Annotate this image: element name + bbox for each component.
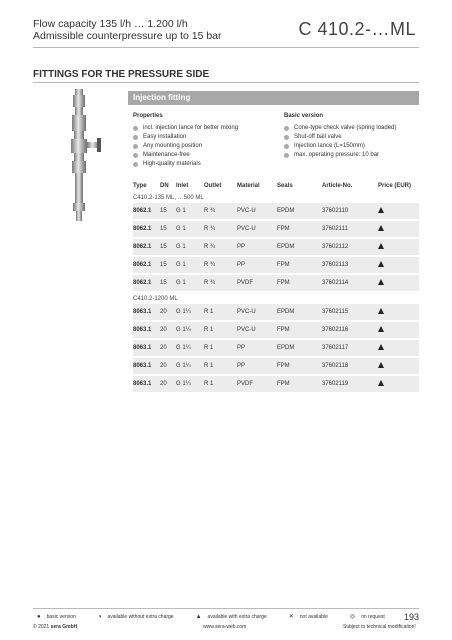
model-title: C 410.2-…ML: [298, 19, 416, 39]
footer-copyright: © 2021 sera GmbH: [33, 624, 78, 630]
cell-price: [378, 256, 419, 274]
cell-dn: 15: [160, 274, 176, 292]
table-row: [133, 304, 419, 321]
cell-dn: 15: [160, 256, 176, 274]
table-group-row: [133, 192, 419, 203]
group-label: C410.2-1200 ML: [133, 295, 178, 302]
legend-item: [37, 613, 76, 620]
cell-price: [378, 357, 419, 375]
triangle-icon: [378, 344, 384, 350]
properties-heading: Properties: [133, 113, 163, 119]
cell-type: 8063.1: [133, 321, 160, 339]
triangle-icon: [378, 225, 384, 231]
triangle-icon: [378, 308, 384, 314]
cell-outlet: R 1: [204, 321, 237, 339]
cell-type: 8062.1: [133, 274, 160, 292]
cell-inlet: G 1: [176, 203, 204, 220]
cell-price: [378, 203, 419, 220]
cell-outlet: R ¾: [204, 220, 237, 238]
cell-type: 8062.1: [133, 256, 160, 274]
legend-item: [350, 613, 385, 620]
header-line-2: Admissible counterpressure up to 15 bar: [33, 30, 222, 42]
cell-dn: 20: [160, 339, 176, 357]
col-dn: DN: [160, 182, 169, 189]
legend-label: available with extra charge: [207, 613, 267, 620]
cell-material: PP: [237, 339, 277, 357]
cell-price: [378, 321, 419, 339]
cell-type: 8062.1: [133, 238, 160, 256]
cell-price: [378, 238, 419, 256]
cell-outlet: R 1: [204, 375, 237, 393]
cell-seals: EPDM: [277, 304, 322, 321]
cell-type: 8063.1: [133, 339, 160, 357]
cell-seals: EPDM: [277, 203, 322, 220]
cell-inlet: G 1: [176, 238, 204, 256]
cell-material: PP: [237, 238, 277, 256]
basic-version-item: max. operating pressure: 10 bar: [284, 151, 396, 160]
cell-inlet: G 1¼: [176, 304, 204, 321]
triangle-icon: ▲: [195, 613, 202, 620]
table-header-row: [133, 179, 419, 192]
page-number: 193: [403, 612, 419, 622]
basic-version-item: Cone-type check valve (spring loaded): [284, 124, 396, 133]
cell-price: [378, 220, 419, 238]
col-material: Material: [237, 182, 260, 189]
cell-article-no: 37602116: [322, 321, 378, 339]
property-item: incl. injection lance for better mixing: [133, 124, 238, 133]
cell-inlet: G 1: [176, 256, 204, 274]
product-banner: Injection fitting: [128, 91, 419, 105]
cross-icon: ✕: [288, 614, 294, 620]
triangle-icon: [378, 207, 384, 213]
cell-inlet: G 1¼: [176, 357, 204, 375]
cell-type: 8063.1: [133, 375, 160, 393]
col-inlet: Inlet: [176, 182, 189, 189]
table-body: [133, 192, 419, 393]
table-row: [133, 357, 419, 375]
legend-item: [98, 613, 174, 620]
property-item: Any mounting position: [133, 142, 238, 151]
table-row: [133, 375, 419, 393]
cell-material: PVC-U: [237, 203, 277, 220]
header-subtitle: [33, 18, 222, 42]
cell-material: PVC-U: [237, 304, 277, 321]
bullet-icon: [133, 144, 138, 149]
cell-price: [378, 375, 419, 393]
col-outlet: Outlet: [204, 182, 222, 189]
cell-dn: 20: [160, 304, 176, 321]
cell-material: PVC-U: [237, 220, 277, 238]
table-row: [133, 256, 419, 274]
cell-seals: FPM: [277, 256, 322, 274]
section-divider: [33, 82, 419, 83]
legend-label: on request: [361, 613, 385, 620]
basic-version-item: Shut-off ball valve: [284, 133, 396, 142]
legend-label: not available: [299, 613, 328, 620]
triangle-icon: [378, 279, 384, 285]
table-row: [133, 321, 419, 339]
properties-section: [133, 113, 238, 169]
triangle-icon: [378, 362, 384, 368]
cell-seals: FPM: [277, 357, 322, 375]
legend-item: [196, 613, 267, 620]
cell-type: 8063.1: [133, 304, 160, 321]
half-circle-icon: ◑: [97, 613, 102, 620]
cell-article-no: 37602112: [322, 238, 378, 256]
table-row: [133, 274, 419, 292]
cell-article-no: 37602114: [322, 274, 378, 292]
cell-article-no: 37602118: [322, 357, 378, 375]
cell-inlet: G 1¼: [176, 375, 204, 393]
cell-outlet: R 1: [204, 357, 237, 375]
triangle-icon: [378, 261, 384, 267]
cell-inlet: G 1: [176, 220, 204, 238]
legend-item: [289, 613, 328, 620]
table-group-row: [133, 292, 419, 304]
cell-material: PP: [237, 256, 277, 274]
bullet-icon: [284, 144, 289, 149]
triangle-icon: [378, 243, 384, 249]
filled-circle-icon: ●: [37, 613, 41, 620]
basic-version-heading: Basic version: [284, 113, 324, 119]
cell-material: PP: [237, 357, 277, 375]
col-seals: Seals: [277, 182, 293, 189]
cell-outlet: R 1: [204, 304, 237, 321]
cell-material: PVDF: [237, 274, 277, 292]
cell-type: 8062.1: [133, 203, 160, 220]
cell-price: [378, 274, 419, 292]
cell-seals: FPM: [277, 375, 322, 393]
cell-seals: FPM: [277, 321, 322, 339]
header-divider: [33, 47, 419, 48]
cell-dn: 15: [160, 203, 176, 220]
col-article-no: Article-No.: [322, 182, 353, 189]
cell-dn: 20: [160, 321, 176, 339]
cell-inlet: G 1¼: [176, 339, 204, 357]
on-request-icon: ◎: [349, 614, 356, 620]
bullet-icon: [133, 126, 138, 131]
bullet-icon: [284, 126, 289, 131]
legend-label: available without extra charge: [107, 613, 174, 620]
property-item: High-quality materials: [133, 160, 238, 169]
section-title: FITTINGS FOR THE PRESSURE SIDE: [33, 69, 210, 80]
footer-divider: [33, 608, 419, 609]
cell-type: 8063.1: [133, 357, 160, 375]
cell-dn: 20: [160, 375, 176, 393]
cell-outlet: R 1: [204, 339, 237, 357]
col-type: Type: [133, 182, 147, 189]
cell-material: PVC-U: [237, 321, 277, 339]
footer-note: Subject to technical modification!: [343, 624, 416, 630]
cell-seals: FPM: [277, 220, 322, 238]
triangle-icon: [378, 326, 384, 332]
group-label: C410.2-135 ML, …500 ML: [133, 194, 204, 201]
basic-version-item: Injection lance (L=150mm): [284, 142, 396, 151]
table-row: [133, 339, 419, 357]
cell-inlet: G 1: [176, 274, 204, 292]
cell-article-no: 37602111: [322, 220, 378, 238]
footer-website[interactable]: www.sera-web.com: [203, 624, 247, 630]
cell-outlet: R ¾: [204, 203, 237, 220]
cell-article-no: 37602117: [322, 339, 378, 357]
bullet-icon: [133, 153, 138, 158]
cell-inlet: G 1¼: [176, 321, 204, 339]
injection-fitting-photo: [58, 85, 114, 225]
bullet-icon: [284, 135, 289, 140]
cell-dn: 15: [160, 220, 176, 238]
cell-price: [378, 304, 419, 321]
property-item: Easy installation: [133, 133, 238, 142]
bullet-icon: [133, 135, 138, 140]
cell-seals: EPDM: [277, 238, 322, 256]
cell-outlet: R ¾: [204, 238, 237, 256]
bullet-icon: [133, 162, 138, 167]
cell-article-no: 37602115: [322, 304, 378, 321]
table-row: [133, 203, 419, 220]
cell-article-no: 37602119: [322, 375, 378, 393]
table-row: [133, 220, 419, 238]
cell-article-no: 37602113: [322, 256, 378, 274]
cell-dn: 15: [160, 238, 176, 256]
cell-outlet: R ¾: [204, 274, 237, 292]
bullet-icon: [284, 153, 289, 158]
cell-price: [378, 339, 419, 357]
cell-article-no: 37602110: [322, 203, 378, 220]
cell-seals: EPDM: [277, 339, 322, 357]
triangle-icon: [378, 380, 384, 386]
company-name: sera GmbH: [50, 624, 78, 630]
cell-outlet: R ¾: [204, 256, 237, 274]
property-item: Maintenance-free: [133, 151, 238, 160]
cell-seals: FPM: [277, 274, 322, 292]
cell-material: PVDF: [237, 375, 277, 393]
cell-dn: 20: [160, 357, 176, 375]
article-table: [133, 179, 419, 394]
col-price: Price (EUR): [378, 182, 412, 189]
basic-version-section: [284, 113, 396, 160]
cell-type: 8062.1: [133, 220, 160, 238]
legend-label: basic version: [46, 613, 76, 620]
table-row: [133, 238, 419, 256]
header-line-1: Flow capacity 135 l/h … 1.200 l/h: [33, 18, 188, 30]
legend: [37, 613, 407, 620]
